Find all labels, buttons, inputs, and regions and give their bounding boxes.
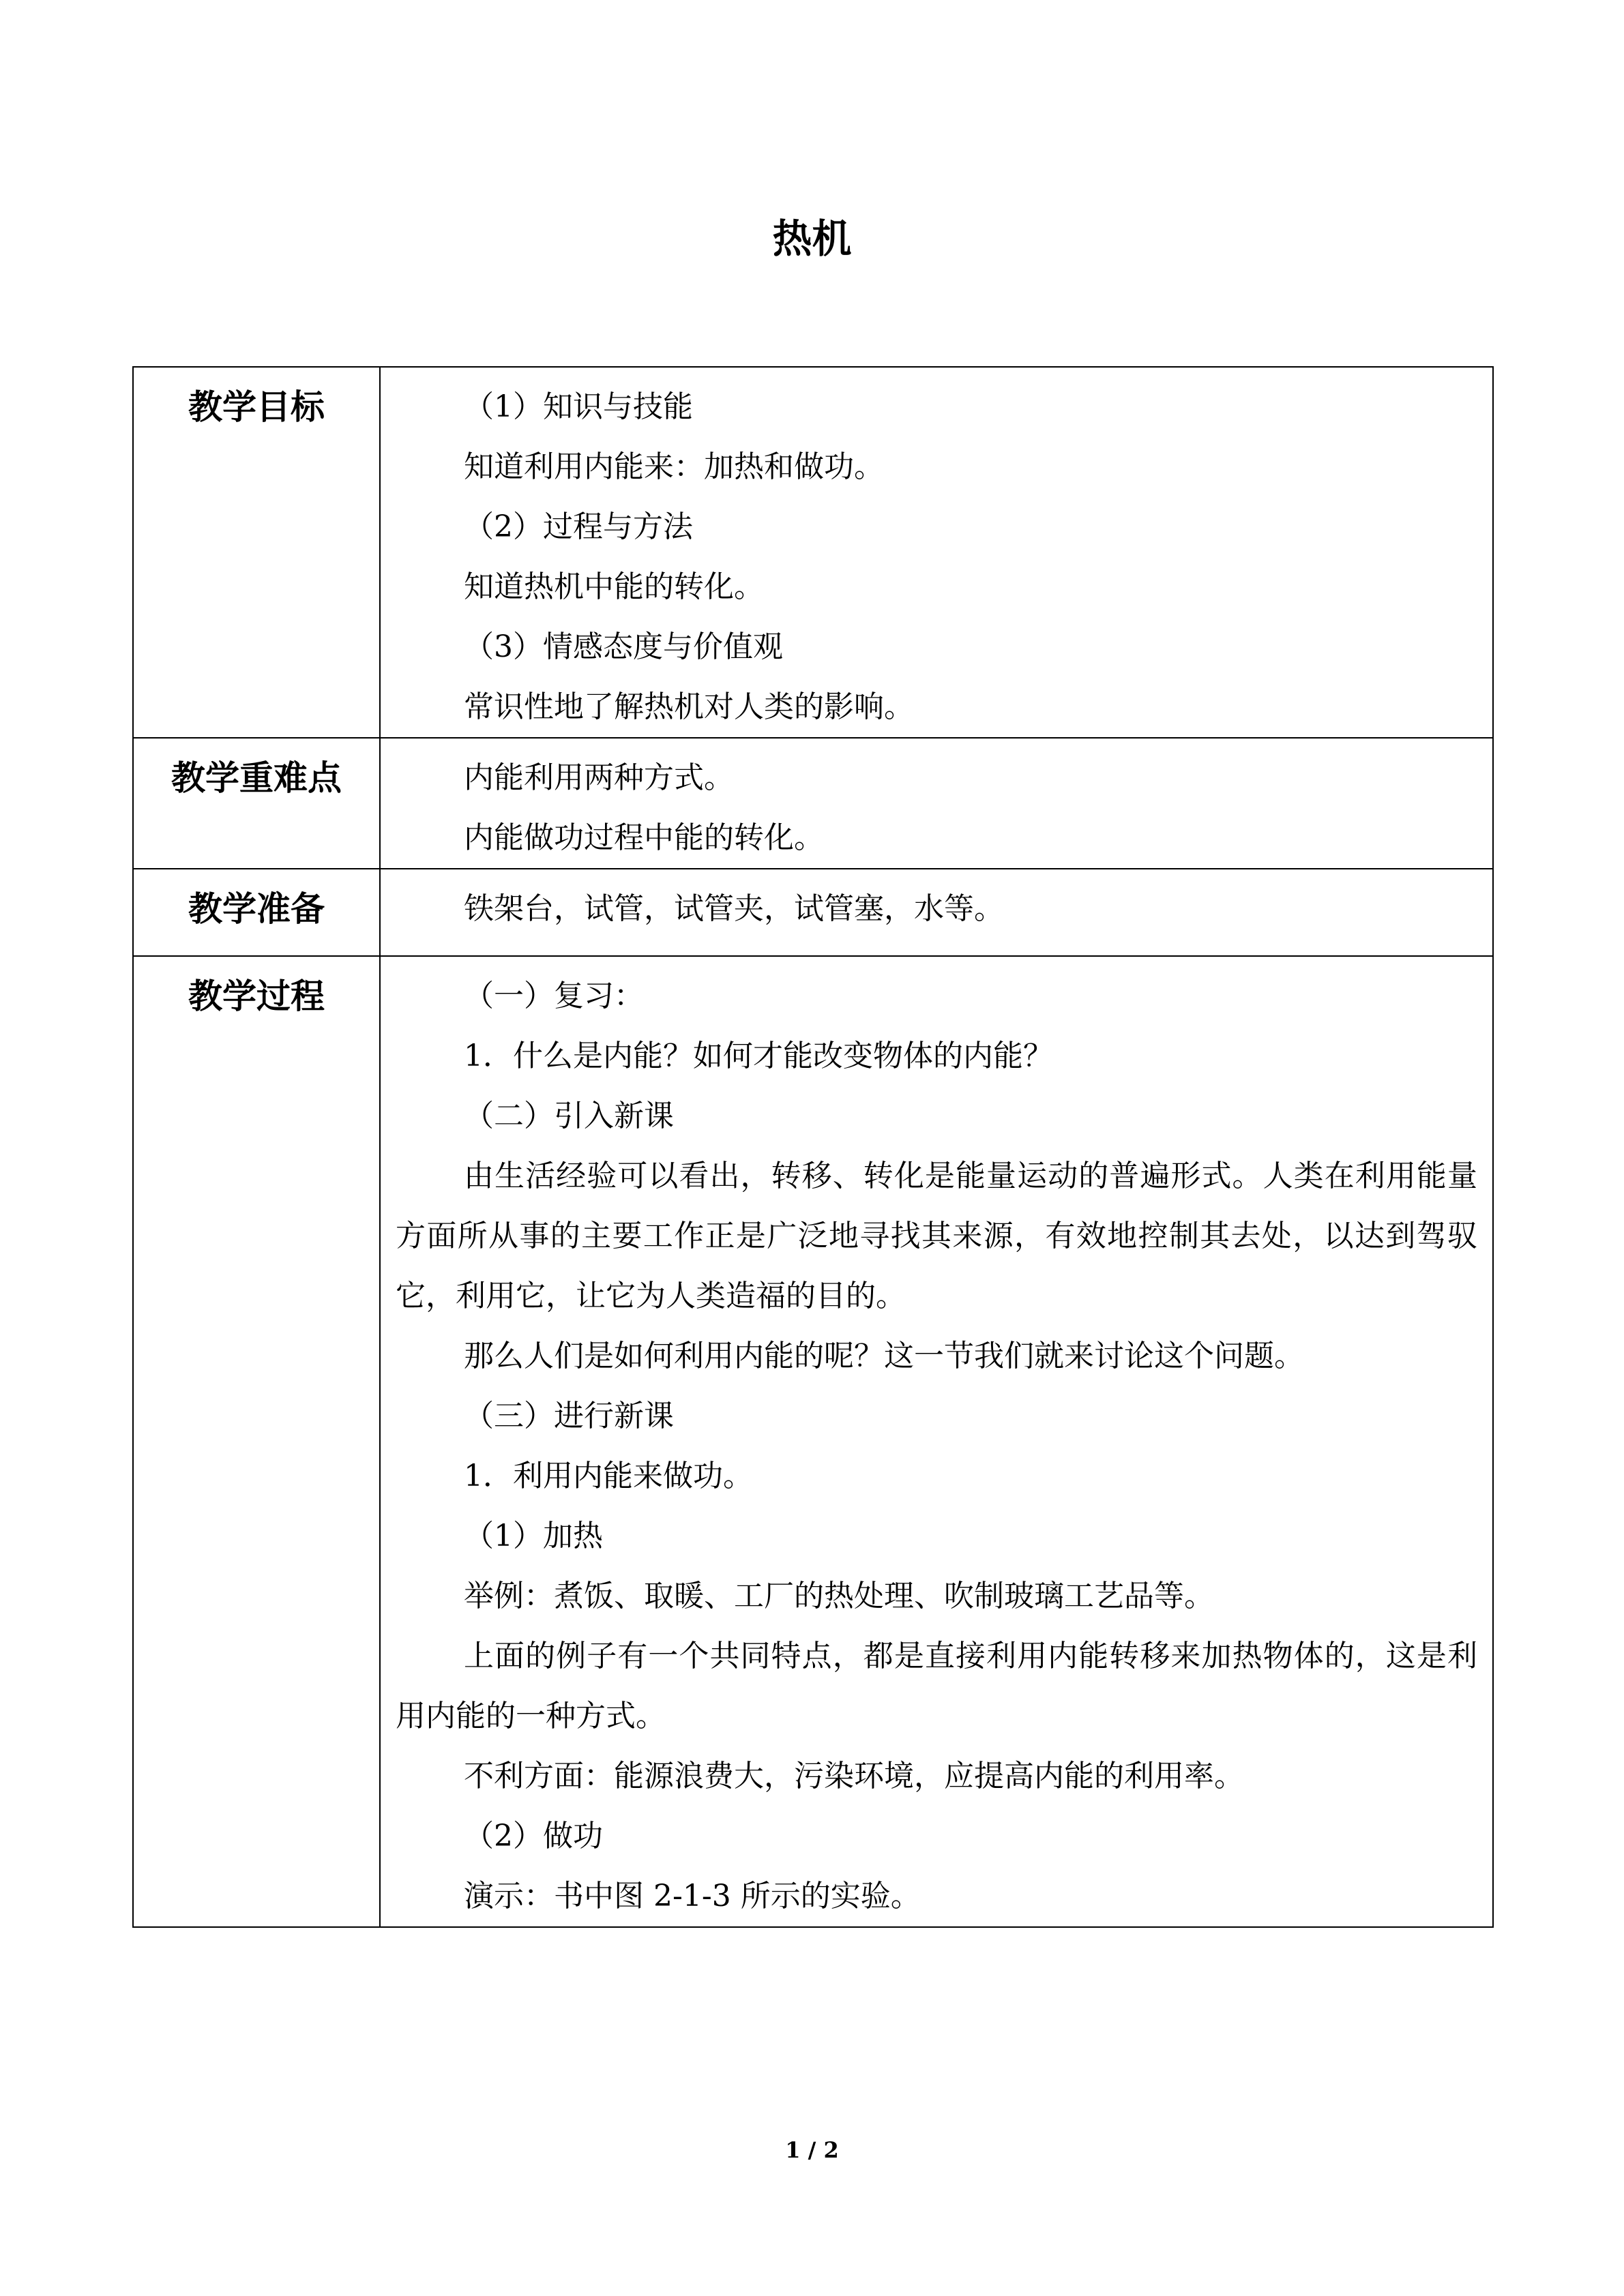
row-teaching-preparation bbox=[133, 869, 1493, 956]
page-number: 1 / 2 bbox=[785, 2137, 839, 2163]
label-cell bbox=[133, 869, 380, 956]
process-line: 1．利用内能来做功。 bbox=[464, 1459, 753, 1493]
goal-line: 知道热机中能的转化。 bbox=[464, 569, 764, 604]
row-teaching-goals bbox=[133, 367, 1493, 738]
row-teaching-process bbox=[133, 956, 1493, 1927]
process-line: （一）复习： bbox=[464, 979, 644, 1013]
content-cell bbox=[380, 738, 1493, 869]
process-line: 那么人们是如何利用内能的呢？这一节我们就来讨论这个问题。 bbox=[464, 1339, 1304, 1373]
row-key-difficult-points bbox=[133, 738, 1493, 869]
label-cell bbox=[133, 738, 380, 869]
content-cell bbox=[380, 956, 1493, 1927]
process-line: 举例：煮饭、取暖、工厂的热处理、吹制玻璃工艺品等。 bbox=[464, 1579, 1214, 1613]
goal-line: （2）过程与方法 bbox=[464, 509, 693, 544]
row-label-key-points: 教学重难点 bbox=[171, 758, 342, 798]
process-paragraph: 上面的例子有一个共同特点，都是直接利用内能转移来加热物体的，这是利用内能的一种方式。 bbox=[396, 1639, 1477, 1733]
lesson-plan-table bbox=[132, 366, 1494, 1928]
label-cell bbox=[133, 956, 380, 1927]
row-label-preparation: 教学准备 bbox=[188, 889, 325, 929]
process-line: 1．什么是内能？如何才能改变物体的内能？ bbox=[464, 1039, 1053, 1073]
process-line: （二）引入新课 bbox=[464, 1099, 674, 1133]
goal-line: （1）知识与技能 bbox=[464, 389, 693, 424]
goal-line: （3）情感态度与价值观 bbox=[464, 629, 783, 664]
key-line: 内能利用两种方式。 bbox=[464, 760, 734, 795]
prep-line: 铁架台，试管，试管夹，试管塞，水等。 bbox=[464, 891, 1004, 926]
row-label-process: 教学过程 bbox=[188, 976, 325, 1016]
content-cell bbox=[380, 869, 1493, 956]
process-line: （三）进行新课 bbox=[464, 1399, 674, 1433]
goal-line: 知道利用内能来：加热和做功。 bbox=[464, 449, 884, 484]
row-label-goals: 教学目标 bbox=[188, 387, 325, 427]
page-title: 热机 bbox=[772, 215, 852, 262]
label-cell bbox=[133, 367, 380, 738]
goal-line: 常识性地了解热机对人类的影响。 bbox=[464, 689, 914, 724]
process-line: 演示：书中图 2-1-3 所示的实验。 bbox=[464, 1879, 921, 1913]
content-cell bbox=[380, 367, 1493, 738]
key-line: 内能做功过程中能的转化。 bbox=[464, 820, 824, 855]
process-paragraph: 由生活经验可以看出，转移、转化是能量运动的普遍形式。人类在利用能量方面所从事的主要工作正是广泛地寻找其来源，有效地控制其去处，以达到驾驭它，利用它，让它为人类造福的目的。 bbox=[396, 1159, 1477, 1313]
process-line: 不利方面：能源浪费大，污染环境，应提高内能的利用率。 bbox=[464, 1759, 1244, 1793]
process-line: （1）加热 bbox=[464, 1519, 603, 1553]
process-line: （2）做功 bbox=[464, 1819, 603, 1853]
